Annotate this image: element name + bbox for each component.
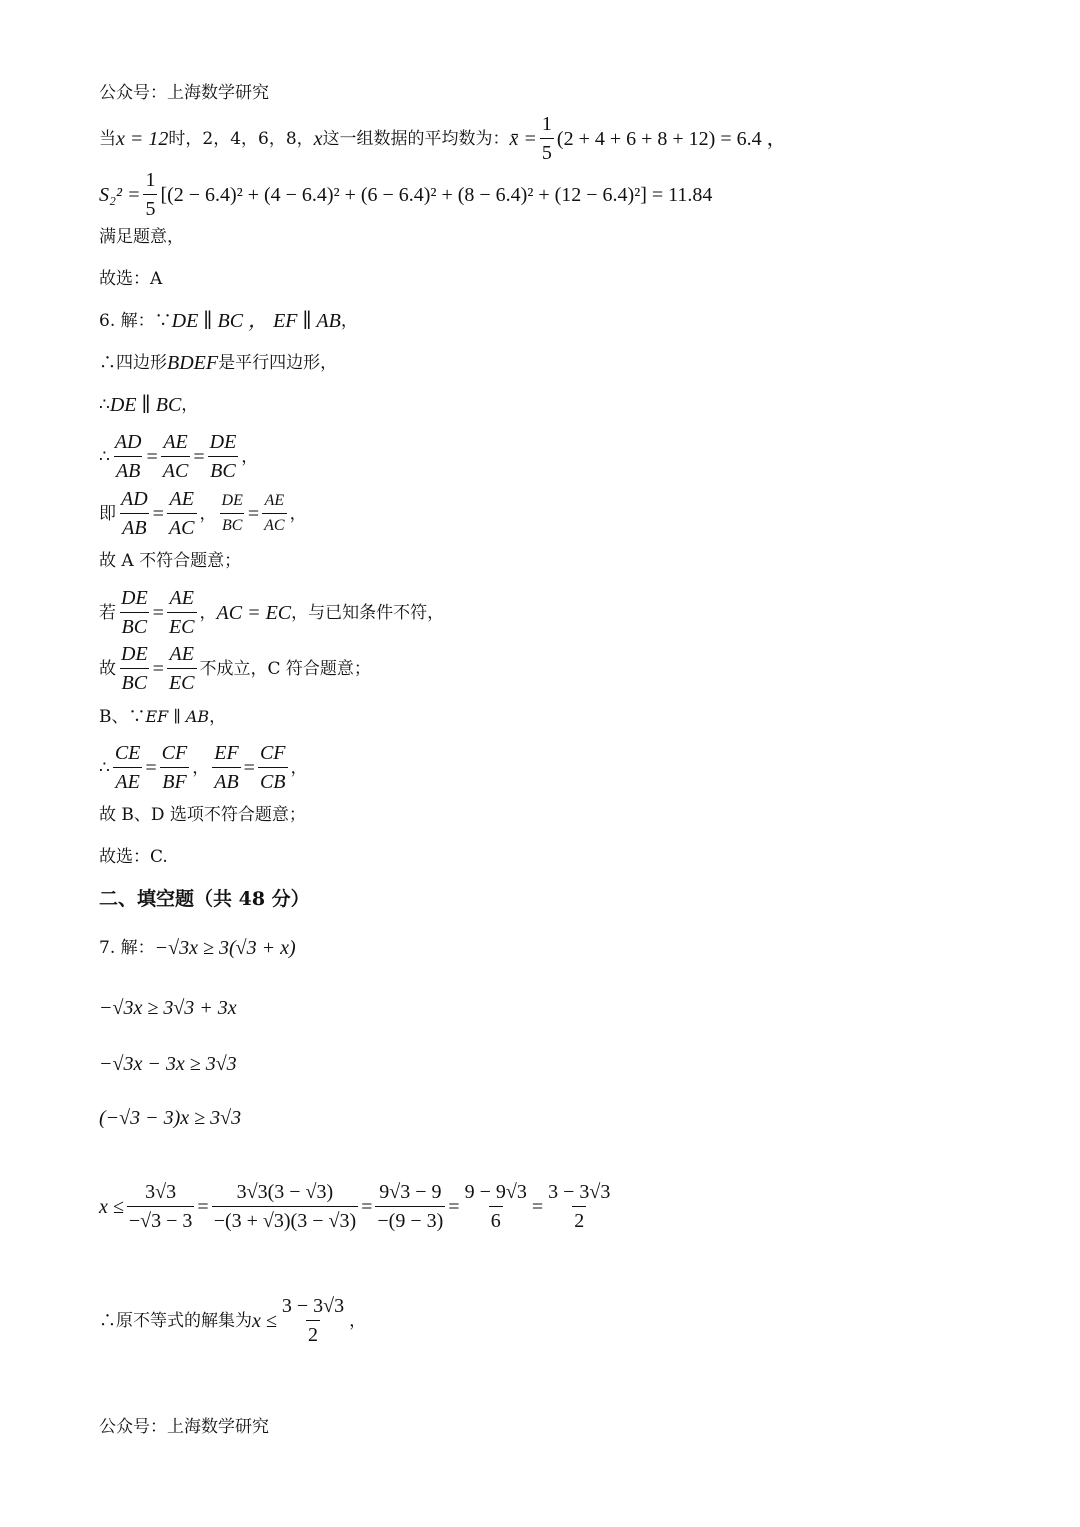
- math: (2 + 4 + 6 + 8 + 12) = 6.4 ，: [556, 127, 787, 150]
- fraction: $\frac{AE}{AC}$: [162, 431, 189, 482]
- math: x = 12: [116, 127, 169, 150]
- fraction: $\frac{AE}{EC}$: [168, 587, 195, 638]
- text-line: 故选：C.: [99, 847, 168, 867]
- math: −√3x ≥ 3(√3 + x): [154, 937, 296, 959]
- math: x ≤: [99, 1195, 124, 1218]
- fraction: $\frac{AE}{AC}$: [264, 492, 285, 534]
- ratio-line: 故 $\frac{DE}{BC}$ = $\frac{AE}{EC}$ 不成立，C 符合题意；: [99, 643, 371, 694]
- problem-7-line: 7. 解： −√3x ≥ 3(√3 + x): [99, 937, 296, 959]
- fraction: $\frac{3√3(3 - √3)}{-(3 + √3)(3 - √3)}$: [213, 1181, 357, 1232]
- text-line: 满足题意，: [99, 227, 184, 247]
- fraction: $\frac{DE}{BC}$: [121, 643, 148, 694]
- solution-set-line: ∴原不等式的解集为 x ≤ $\frac{3 - 3√3}{2}$ ，: [99, 1295, 367, 1346]
- math: [(2 − 6.4)² + (4 − 6.4)² + (6 − 6.4)² + (8 − 6.4)² + (12 − 6.4)²] = 11.84: [160, 183, 713, 206]
- math: DE ∥ BC: [109, 394, 182, 416]
- text: 当: [99, 128, 116, 149]
- problem-6-line: 6. 解：∵ DE ∥ BC ， EF ∥ AB ，: [99, 310, 358, 332]
- math: x̄ =: [509, 127, 537, 150]
- text-line: 故 B、D 选项不符合题意；: [99, 805, 306, 825]
- fraction: $\frac{3 - 3√3}{2}$: [548, 1181, 611, 1232]
- page-header: 公众号：上海数学研究: [99, 83, 269, 103]
- math: x ≤: [252, 1309, 277, 1332]
- fraction: $\frac{AE}{EC}$: [168, 643, 195, 694]
- text-line: 故选：A: [99, 269, 163, 289]
- section-heading: 二、填空题（共 48 分）: [99, 888, 310, 910]
- math: EF ∥ AB: [145, 707, 210, 726]
- fraction: $\frac{DE}{BC}$: [121, 587, 148, 638]
- fraction: $\frac{1}{5}$: [145, 169, 156, 220]
- fraction: $\frac{AD}{AB}$: [121, 488, 148, 539]
- fraction: $\frac{CF}{BF}$: [161, 742, 188, 793]
- text: 时，2，4，6，8，: [168, 128, 314, 149]
- fraction: $\frac{9 - 9√3}{6}$: [464, 1181, 527, 1232]
- fraction: $\frac{1}{5}$: [541, 113, 552, 164]
- math: AC = EC: [216, 601, 292, 624]
- text-line: ∴ DE ∥ BC ，: [99, 394, 199, 416]
- fraction: $\frac{3√3}{-√3 - 3}$: [128, 1181, 193, 1232]
- text: 这一组数据的平均数为：: [322, 128, 510, 149]
- fraction: $\frac{CF}{CB}$: [259, 742, 286, 793]
- ratio-line: ∴ $\frac{AD}{AB}$ = $\frac{AE}{AC}$ = $\frac{DE}{BC}$ ，: [99, 431, 259, 482]
- solution-chain: x ≤ $\frac{3√3}{-√3 - 3}$ = $\frac{3√3(3 - √3)}{-(3 + √3)(3 - √3)}$ = $\frac{9√3 - 9}{-(9 - 3)}$ = $\frac{9 - 9√3}{6}$ = $\frac{3 - 3√3}{2}$: [99, 1181, 611, 1232]
- fraction: $\frac{EF}{AB}$: [214, 742, 239, 793]
- fraction: $\frac{DE}{BC}$: [209, 431, 237, 482]
- page-footer: 公众号：上海数学研究: [99, 1417, 269, 1437]
- ratio-line: ∴ $\frac{CE}{AE}$ = $\frac{CF}{BF}$ ， $\frac{EF}{AB}$ = $\frac{CF}{CB}$ ，: [99, 742, 308, 793]
- fraction: $\frac{9√3 - 9}{-(9 - 3)}$: [377, 1181, 444, 1232]
- math: BDEF: [167, 352, 219, 374]
- math: S₂² =: [99, 183, 141, 206]
- variance-line: [99, 168, 712, 221]
- fraction: $\frac{DE}{BC}$: [221, 492, 243, 534]
- text-line: ∴四边形 BDEF 是平行四边形，: [99, 352, 338, 374]
- math: DE ∥ BC ， EF ∥ AB: [171, 310, 341, 332]
- fraction: $\frac{AD}{AB}$: [114, 431, 142, 482]
- math-line: −√3x − 3x ≥ 3√3: [99, 1053, 237, 1075]
- text-line: 故 A 不符合题意；: [99, 551, 242, 571]
- math-line: (−√3 − 3)x ≥ 3√3: [99, 1107, 242, 1129]
- math: x: [313, 127, 323, 150]
- math-line: −√3x ≥ 3√3 + 3x: [99, 997, 237, 1019]
- ratio-line: 若 $\frac{DE}{BC}$ = $\frac{AE}{EC}$ ， AC = EC ，与已知条件不符，: [99, 587, 445, 638]
- fraction: $\frac{AE}{AC}$: [168, 488, 195, 539]
- text-line: B、∵ EF ∥ AB ，: [99, 707, 227, 727]
- fraction: $\frac{3 - 3√3}{2}$: [281, 1295, 345, 1346]
- mean-line: [99, 112, 787, 165]
- fraction: $\frac{CE}{AE}$: [114, 742, 141, 793]
- ratio-line: 即 $\frac{AD}{AB}$ = $\frac{AE}{AC}$ ， $\frac{DE}{BC}$ = $\frac{AE}{AC}$ ，: [99, 488, 307, 539]
